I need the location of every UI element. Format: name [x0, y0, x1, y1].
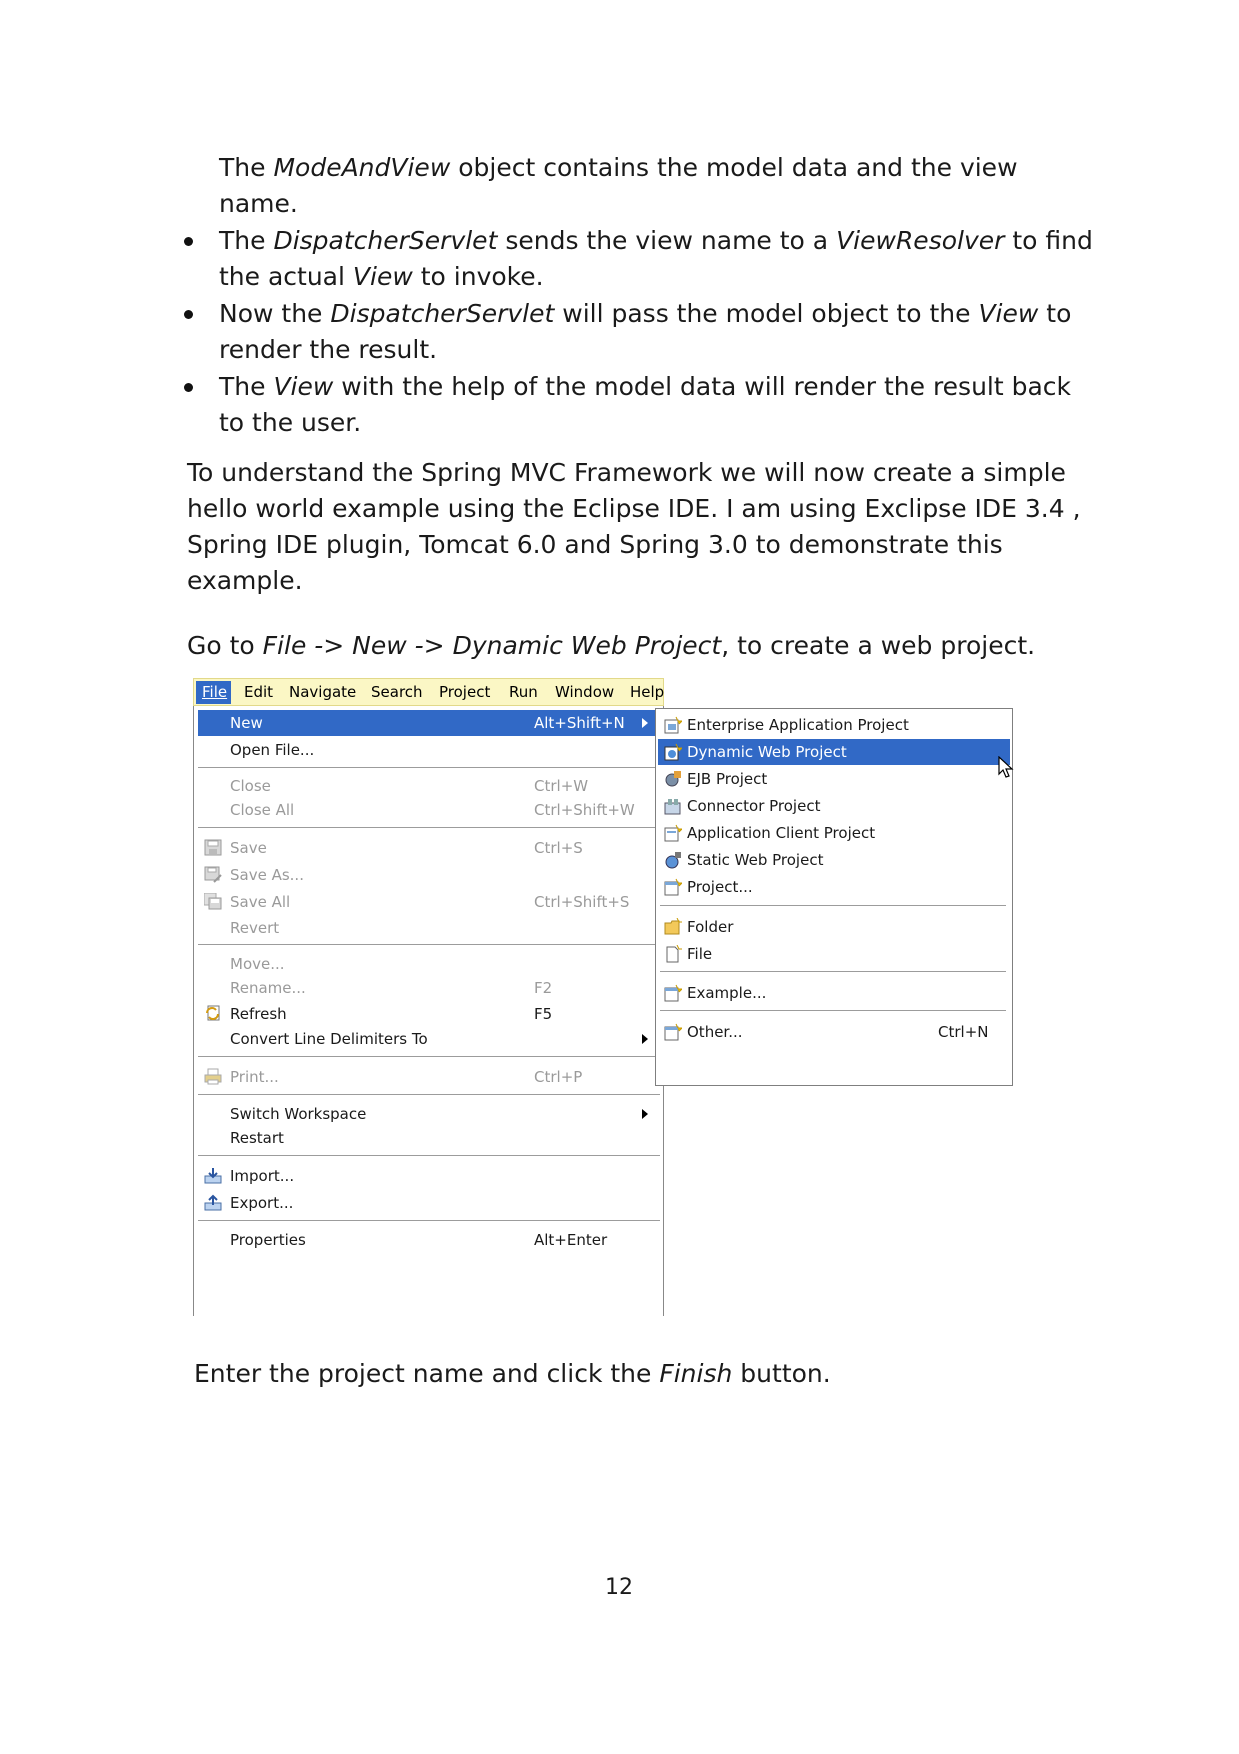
menu-item-save-all[interactable]	[194, 889, 663, 915]
menu-item-label: Switch Workspace	[230, 1105, 367, 1123]
menu-separator	[660, 1010, 1006, 1012]
bullet-text: The DispatcherServlet sends the view name to a ViewResolver to find	[219, 226, 1093, 255]
menu-project[interactable]: Project	[439, 683, 491, 701]
paragraph-line: Spring IDE plugin, Tomcat 6.0 and Spring 3.0 to demonstrate this	[187, 530, 1003, 559]
instruction-text: Enter the project name and click the Finish button.	[194, 1359, 831, 1388]
menu-bar	[193, 678, 664, 706]
menu-item-label: Export...	[230, 1194, 294, 1212]
submenu-arrow-icon	[642, 1109, 648, 1119]
page-number: 12	[605, 1575, 633, 1600]
menu-window[interactable]: Window	[555, 683, 615, 701]
menu-item-label: Revert	[230, 919, 280, 937]
menu-item-label: Open File...	[230, 741, 315, 759]
static-web-project-icon	[664, 851, 682, 869]
menu-item-shortcut: F5	[534, 1005, 553, 1023]
menu-separator	[198, 1220, 660, 1222]
menu-item-new[interactable]	[198, 710, 658, 736]
bullet-text: name.	[219, 189, 298, 218]
menu-item-label: Dynamic Web Project	[687, 743, 847, 761]
menu-item-label: Enterprise Application Project	[687, 716, 909, 734]
menu-item-label: Restart	[230, 1129, 284, 1147]
menu-navigate[interactable]: Navigate	[289, 683, 357, 701]
submenu-arrow-icon	[642, 1034, 648, 1044]
menu-item-open-file[interactable]	[194, 737, 663, 763]
menu-separator	[198, 827, 660, 829]
menu-item-revert[interactable]	[194, 915, 663, 941]
save-as-icon	[204, 866, 222, 883]
submenu-item-application-client-project[interactable]	[658, 820, 1010, 846]
paragraph-line: hello world example using the Eclipse IDE. I am using Exclipse IDE 3.4 ,	[187, 494, 1081, 523]
paragraph-line: To understand the Spring MVC Framework we will now create a simple	[187, 458, 1066, 487]
submenu-arrow-icon	[642, 718, 648, 728]
bullet-dot	[184, 310, 193, 319]
submenu-item-static-web-project[interactable]	[658, 847, 1010, 873]
menu-item-move[interactable]	[194, 951, 663, 977]
example-icon	[664, 984, 682, 1002]
enterprise-project-icon	[664, 716, 682, 734]
menu-separator	[198, 1056, 660, 1058]
menu-item-convert-line-delimiters[interactable]	[194, 1026, 663, 1052]
bullet-text: The View with the help of the model data will render the result back	[219, 372, 1072, 401]
refresh-icon	[204, 1005, 222, 1022]
menu-item-shortcut: Ctrl+P	[534, 1068, 583, 1086]
submenu-item-folder[interactable]	[658, 914, 1010, 940]
menu-item-label: Close All	[230, 801, 295, 819]
folder-icon	[664, 918, 682, 936]
menu-item-label: Application Client Project	[687, 824, 876, 842]
menu-item-restart[interactable]	[194, 1125, 663, 1151]
menu-separator	[198, 1094, 660, 1096]
menu-item-label: Print...	[230, 1068, 279, 1086]
menu-item-shortcut: Ctrl+S	[534, 839, 583, 857]
new-project-icon	[664, 878, 682, 896]
menu-item-label: Connector Project	[687, 797, 821, 815]
menu-item-rename[interactable]	[194, 975, 663, 1001]
menu-item-label: File	[687, 945, 713, 963]
menu-item-label: Folder	[687, 918, 734, 936]
menu-search[interactable]: Search	[371, 683, 423, 701]
menu-edit[interactable]: Edit	[244, 683, 274, 701]
menu-item-label: Project...	[687, 878, 753, 896]
menu-item-properties[interactable]	[194, 1227, 663, 1253]
file-icon	[664, 945, 682, 963]
menu-item-shortcut: Ctrl+N	[938, 1023, 989, 1041]
menu-item-label: Convert Line Delimiters To	[230, 1030, 428, 1048]
menu-item-label: Save As...	[230, 866, 304, 884]
menu-item-shortcut: Alt+Shift+N	[534, 714, 625, 732]
connector-project-icon	[664, 797, 682, 815]
menu-item-label: EJB Project	[687, 770, 768, 788]
menu-item-import[interactable]	[194, 1163, 663, 1189]
menu-item-save[interactable]	[194, 835, 663, 861]
menu-item-shortcut: Ctrl+W	[534, 777, 589, 795]
menu-item-print[interactable]	[194, 1064, 663, 1090]
submenu-item-connector-project[interactable]	[658, 793, 1010, 819]
export-icon	[204, 1194, 222, 1211]
menu-item-label: Other...	[687, 1023, 743, 1041]
printer-icon	[204, 1068, 222, 1085]
menu-item-shortcut: Ctrl+Shift+W	[534, 801, 635, 819]
eclipse-menu-screenshot	[193, 678, 1023, 1318]
menu-help[interactable]: Help	[630, 683, 665, 701]
submenu-item-enterprise-application-project[interactable]	[658, 712, 1010, 738]
menu-item-label: Save All	[230, 893, 291, 911]
menu-item-export[interactable]	[194, 1190, 663, 1216]
bullet-text: the actual View to invoke.	[219, 262, 544, 291]
menu-item-close[interactable]	[194, 773, 663, 799]
menu-item-label: Import...	[230, 1167, 295, 1185]
bullet-dot	[184, 237, 193, 246]
menu-item-label: Rename...	[230, 979, 306, 997]
submenu-item-project[interactable]	[658, 874, 1010, 900]
instruction-text: Go to File -> New -> Dynamic Web Project, to create a web project.	[187, 631, 1036, 660]
menu-separator	[198, 767, 660, 769]
other-wizard-icon	[664, 1023, 682, 1041]
menu-item-label: Static Web Project	[687, 851, 824, 869]
menu-separator	[660, 905, 1006, 907]
submenu-item-ejb-project[interactable]	[658, 766, 1010, 792]
menu-run[interactable]: Run	[509, 683, 538, 701]
save-icon	[204, 839, 222, 856]
menu-item-label: New	[230, 714, 263, 732]
mouse-pointer-icon	[998, 756, 1014, 780]
menu-item-refresh[interactable]	[194, 1001, 663, 1027]
menu-item-label: Close	[230, 777, 271, 795]
menu-separator	[660, 971, 1006, 973]
submenu-item-example[interactable]	[658, 980, 1010, 1006]
menu-item-label: Move...	[230, 955, 285, 973]
paragraph-line: example.	[187, 566, 303, 595]
bullet-text: Now the DispatcherServlet will pass the model object to the View to	[219, 299, 1072, 328]
menu-item-shortcut: Ctrl+Shift+S	[534, 893, 630, 911]
menu-item-save-as[interactable]	[194, 862, 663, 888]
dynamic-web-project-icon	[664, 743, 682, 761]
file-menu-dropdown	[193, 706, 664, 1316]
menu-item-switch-workspace[interactable]	[194, 1101, 663, 1127]
submenu-item-dynamic-web-project[interactable]	[658, 739, 1010, 765]
import-icon	[204, 1167, 222, 1184]
bullet-text: to the user.	[219, 408, 362, 437]
menu-item-close-all[interactable]	[194, 797, 663, 823]
application-client-project-icon	[664, 824, 682, 842]
menu-separator	[198, 1155, 660, 1157]
menu-item-shortcut: F2	[534, 979, 553, 997]
menu-item-label: Properties	[230, 1231, 306, 1249]
new-submenu	[655, 708, 1013, 1086]
menu-item-label: Save	[230, 839, 267, 857]
submenu-item-other[interactable]	[658, 1019, 1010, 1045]
submenu-item-file[interactable]	[658, 941, 1010, 967]
menu-item-shortcut: Alt+Enter	[534, 1231, 608, 1249]
bullet-dot	[184, 383, 193, 392]
menu-separator	[198, 944, 660, 946]
bullet-text: render the result.	[219, 335, 438, 364]
ejb-project-icon	[664, 770, 682, 788]
menu-item-label: Example...	[687, 984, 767, 1002]
save-all-icon	[204, 893, 222, 910]
menu-item-label: Refresh	[230, 1005, 287, 1023]
bullet-text: The ModeAndView object contains the model data and the view	[219, 153, 1018, 182]
menu-file[interactable]: File	[196, 681, 231, 704]
